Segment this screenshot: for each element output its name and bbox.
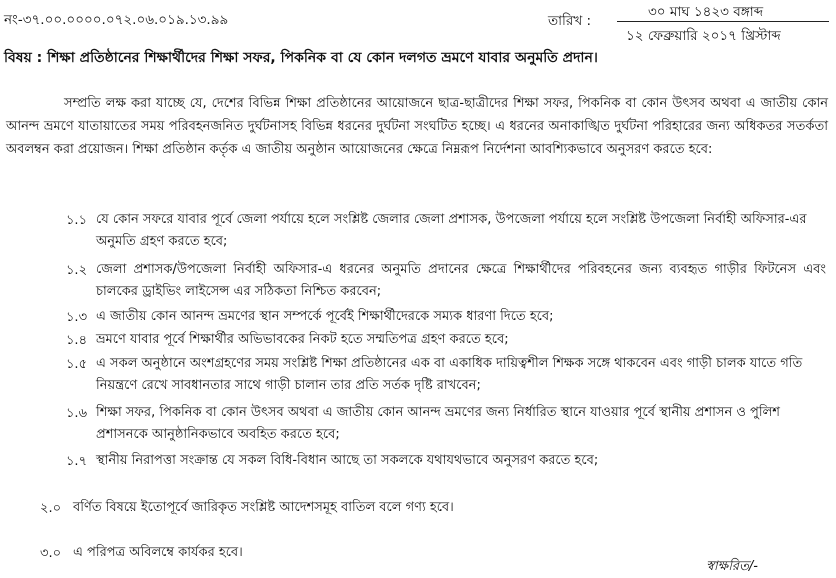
item-text: স্থানীয় নিরাপত্তা সংক্রান্ত যে সকল বিধি-বিধান আছে তা সকলকে যথাযথভাবে অনুসরণ করতে হবে; <box>96 453 599 468</box>
subject-line: বিষয় : শিক্ষা প্রতিষ্ঠানের শিক্ষার্থীদের শিক্ষা সফর, পিকনিক বা যে কোন দলগত ভ্রমণে যাবার অনুমতি প্রদান। <box>4 50 598 66</box>
item-number: ১.৬ <box>66 406 88 421</box>
item-text: ভ্রমণে যাবার পূর্বে শিক্ষার্থীর অভিভাবকের নিকট হতে সম্মতিপত্র গ্রহণ করতে হবে; <box>96 332 509 347</box>
memo-number: নং-৩৭.০০.০০০০.০৭২.০৬.০১৯.১৩.৯৯ <box>4 12 229 28</box>
item-number: ১.৫ <box>66 357 88 372</box>
paragraph-text: এ পরিপত্র অবিলম্বে কার্যকর হবে। <box>73 545 243 560</box>
item-number: ১.৪ <box>66 333 88 348</box>
item-number: ১.১ <box>66 213 88 228</box>
paragraph-number: ২.০ <box>40 501 62 516</box>
item-text: জেলা প্রশাসক/উপজেলা নির্বাহী অফিসার-এ ধরনের অনুমতি প্রদানের ক্ষেত্রে শিক্ষার্থীদের পরিবহনের জন্য ব্যবহৃত গাড়ীর ফিটনেস এবং চালকের ড্রাইভিং লাইসেন্স এর সঠিকতা নিশ্চিত করবেন; <box>96 262 826 299</box>
date-gregorian: ১২ ফেব্রুয়ারি ২০১৭ খ্রিস্টাব্দ <box>626 28 781 44</box>
item-number: ১.৭ <box>66 454 88 469</box>
item-text: শিক্ষা সফর, পিকনিক বা কোন উৎসব অথবা এ জাতীয় কোন আনন্দ ভ্রমণের জন্য নির্ধারিত স্থানে যাওয়ার পূর্বে স্থানীয় প্রশাসন ও পুলিশ প্রশাসনকে আনুষ্ঠানিকভাবে অবহিত করতে হবে; <box>96 405 780 442</box>
date-bangla: ৩০ মাঘ ১৪২৩ বঙ্গাব্দ <box>648 4 764 20</box>
item-text: যে কোন সফরে যাবার পূর্বে জেলা পর্যায়ে হলে সংশ্লিষ্ট জেলার জেলা প্রশাসক, উপজেলা পর্যায়ে হলে সংশ্লিষ্ট উপজেলা নির্বাহী অফিসার-এর অনুমতি গ্রহণ করতে হবে; <box>96 212 807 249</box>
item-text: এ সকল অনুষ্ঠানে অংশগ্রহণের সময় সংশ্লিষ্ট শিক্ষা প্রতিষ্ঠানের এক বা একাধিক দায়িত্বশীল শিক্ষক সঙ্গে থাকবেন এবং গাড়ী চালক যাতে গতি নিয়ন্ত্রণে রেখে সাবধানতার সাথে গাড়ী চালান তার প্রতি সর্তক দৃষ্টি রাখবেন; <box>96 356 803 393</box>
paragraph-text: বর্ণিত বিষয়ে ইতোপূর্বে জারিকৃত সংশ্লিষ্ট আদেশসমূহ বাতিল বলে গণ্য হবে। <box>73 500 454 515</box>
item-number: ১.২ <box>66 263 88 278</box>
paragraph-number: ৩.০ <box>40 546 62 561</box>
item-number: ১.৩ <box>66 310 88 325</box>
signature: স্বাক্ষরিত/- <box>706 559 758 574</box>
item-text: এ জাতীয় কোন আনন্দ ভ্রমণের স্থান সম্পর্কে পূর্বেই শিক্ষার্থীদেরকে সম্যক ধারণা দিতে হবে; <box>96 309 554 324</box>
date-divider <box>617 21 829 22</box>
date-label: তারিখ : <box>548 13 592 29</box>
intro-paragraph: সম্প্রতি লক্ষ করা যাচ্ছে যে, দেশের বিভিন্ন শিক্ষা প্রতিষ্ঠানের আয়োজনে ছাত্র-ছাত্রীদের শিক্ষা সফর, পিকনিক বা কোন উৎসব অথবা এ জাতীয় কোন আনন্দ ভ্রমণে যাতায়াতের সময় পরিবহনজনিত দুর্ঘটনাসহ বিভিন্ন ধরনের দুর্ঘটনা সংঘটিত হচ্ছে। এ ধরনের অনাকাঙ্খিত দুর্ঘটনা পরিহারের জন্য অধিকতর সতর্কতা অবলম্বন করা প্রয়োজন। শিক্ষা প্রতিষ্ঠান কর্তৃক এ জাতীয় অনুষ্ঠান আয়োজনের ক্ষেত্রে নিম্নরূপ নির্দেশনা আবশ্যিকভাবে অনুসরণ করতে হবে: <box>6 96 828 157</box>
